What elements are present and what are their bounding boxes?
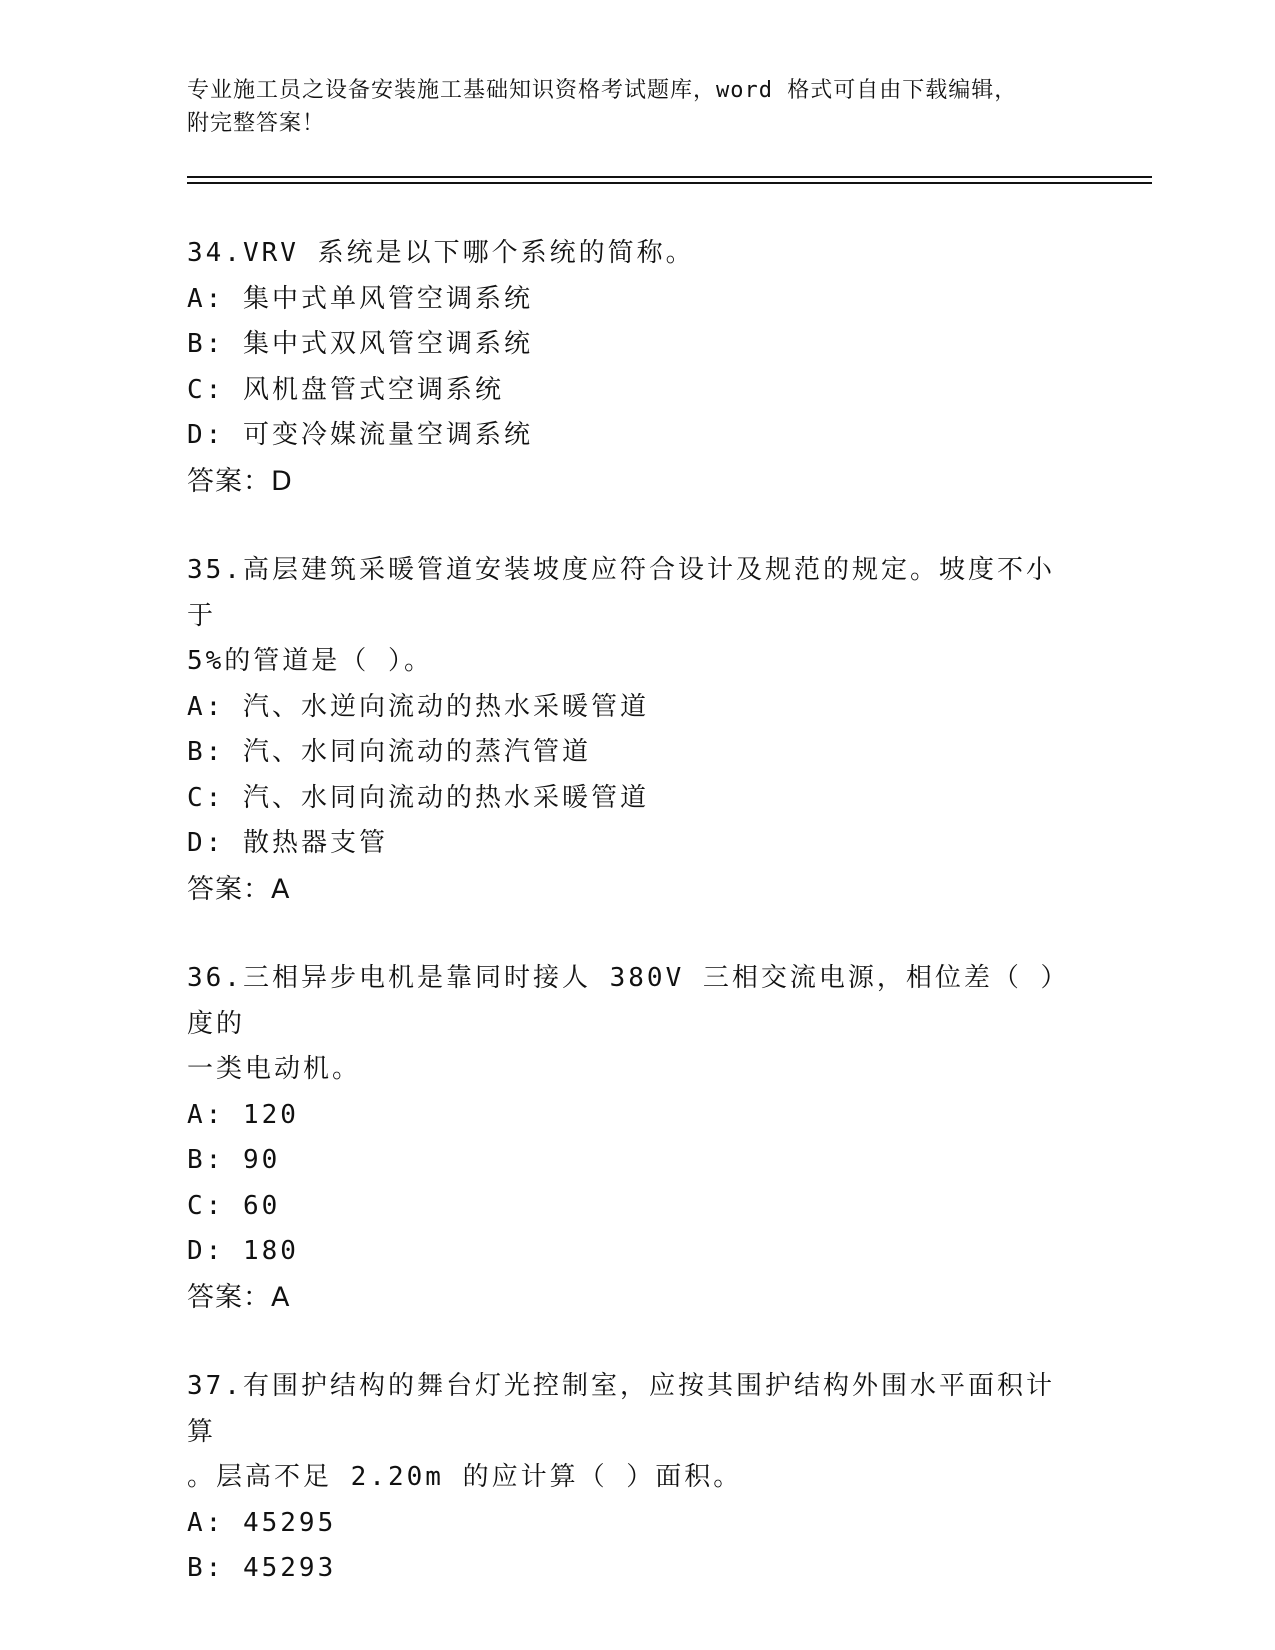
header-line-2: 附完整答案！ <box>187 111 326 136</box>
answer-line: 答案：A <box>187 1281 291 1313</box>
answer-line: 答案：D <box>187 465 293 497</box>
question-title: 34.VRV 系统是以下哪个系统的简称。 <box>187 238 695 268</box>
question-34 <box>187 231 1087 504</box>
header-divider-top <box>187 176 1152 178</box>
question-list <box>187 231 1087 1636</box>
option-c: C: 风机盘管式空调系统 <box>187 374 504 405</box>
header-line-1: 专业施工员之设备安装施工基础知识资格考试题库，word 格式可自由下载编辑， <box>187 78 1018 103</box>
option-d: D: 180 <box>187 1236 299 1266</box>
option-b: B: 汽、水同向流动的蒸汽管道 <box>187 737 591 767</box>
option-d: D: 散热器支管 <box>187 828 388 858</box>
question-title: 36.三相异步电机是靠同时接人 380V 三相交流电源，相位差（ ）度的 <box>187 963 1070 1039</box>
option-c: C: 汽、水同向流动的热水采暖管道 <box>187 782 649 813</box>
option-a: A: 120 <box>187 1099 299 1130</box>
option-d: D: 可变冷媒流量空调系统 <box>187 420 533 450</box>
option-a: A: 汽、水逆向流动的热水采暖管道 <box>187 691 649 722</box>
question-35 <box>187 548 1087 912</box>
option-a: A: 45295 <box>187 1507 337 1538</box>
question-36 <box>187 956 1087 1320</box>
header-divider-bottom <box>187 182 1152 184</box>
option-b: B: 集中式双风管空调系统 <box>187 329 533 359</box>
option-b: B: 90 <box>187 1145 281 1175</box>
option-a: A: 集中式单风管空调系统 <box>187 283 533 314</box>
question-title: 37.有围护结构的舞台灯光控制室，应按其围护结构外围水平面积计算 <box>187 1371 1055 1447</box>
question-title-continued: 5%的管道是（ ）。 <box>187 646 433 676</box>
option-c: C: 60 <box>187 1190 281 1221</box>
question-37 <box>187 1364 1087 1592</box>
answer-line: 答案：A <box>187 873 291 905</box>
question-title-continued: 。层高不足 2.20m 的应计算（ ）面积。 <box>187 1462 743 1492</box>
document-header <box>187 74 1087 140</box>
question-title-continued: 一类电动机。 <box>187 1054 362 1084</box>
option-b: B: 45293 <box>187 1553 337 1583</box>
question-title: 35.高层建筑采暖管道安装坡度应符合设计及规范的规定。坡度不小于 <box>187 555 1055 631</box>
